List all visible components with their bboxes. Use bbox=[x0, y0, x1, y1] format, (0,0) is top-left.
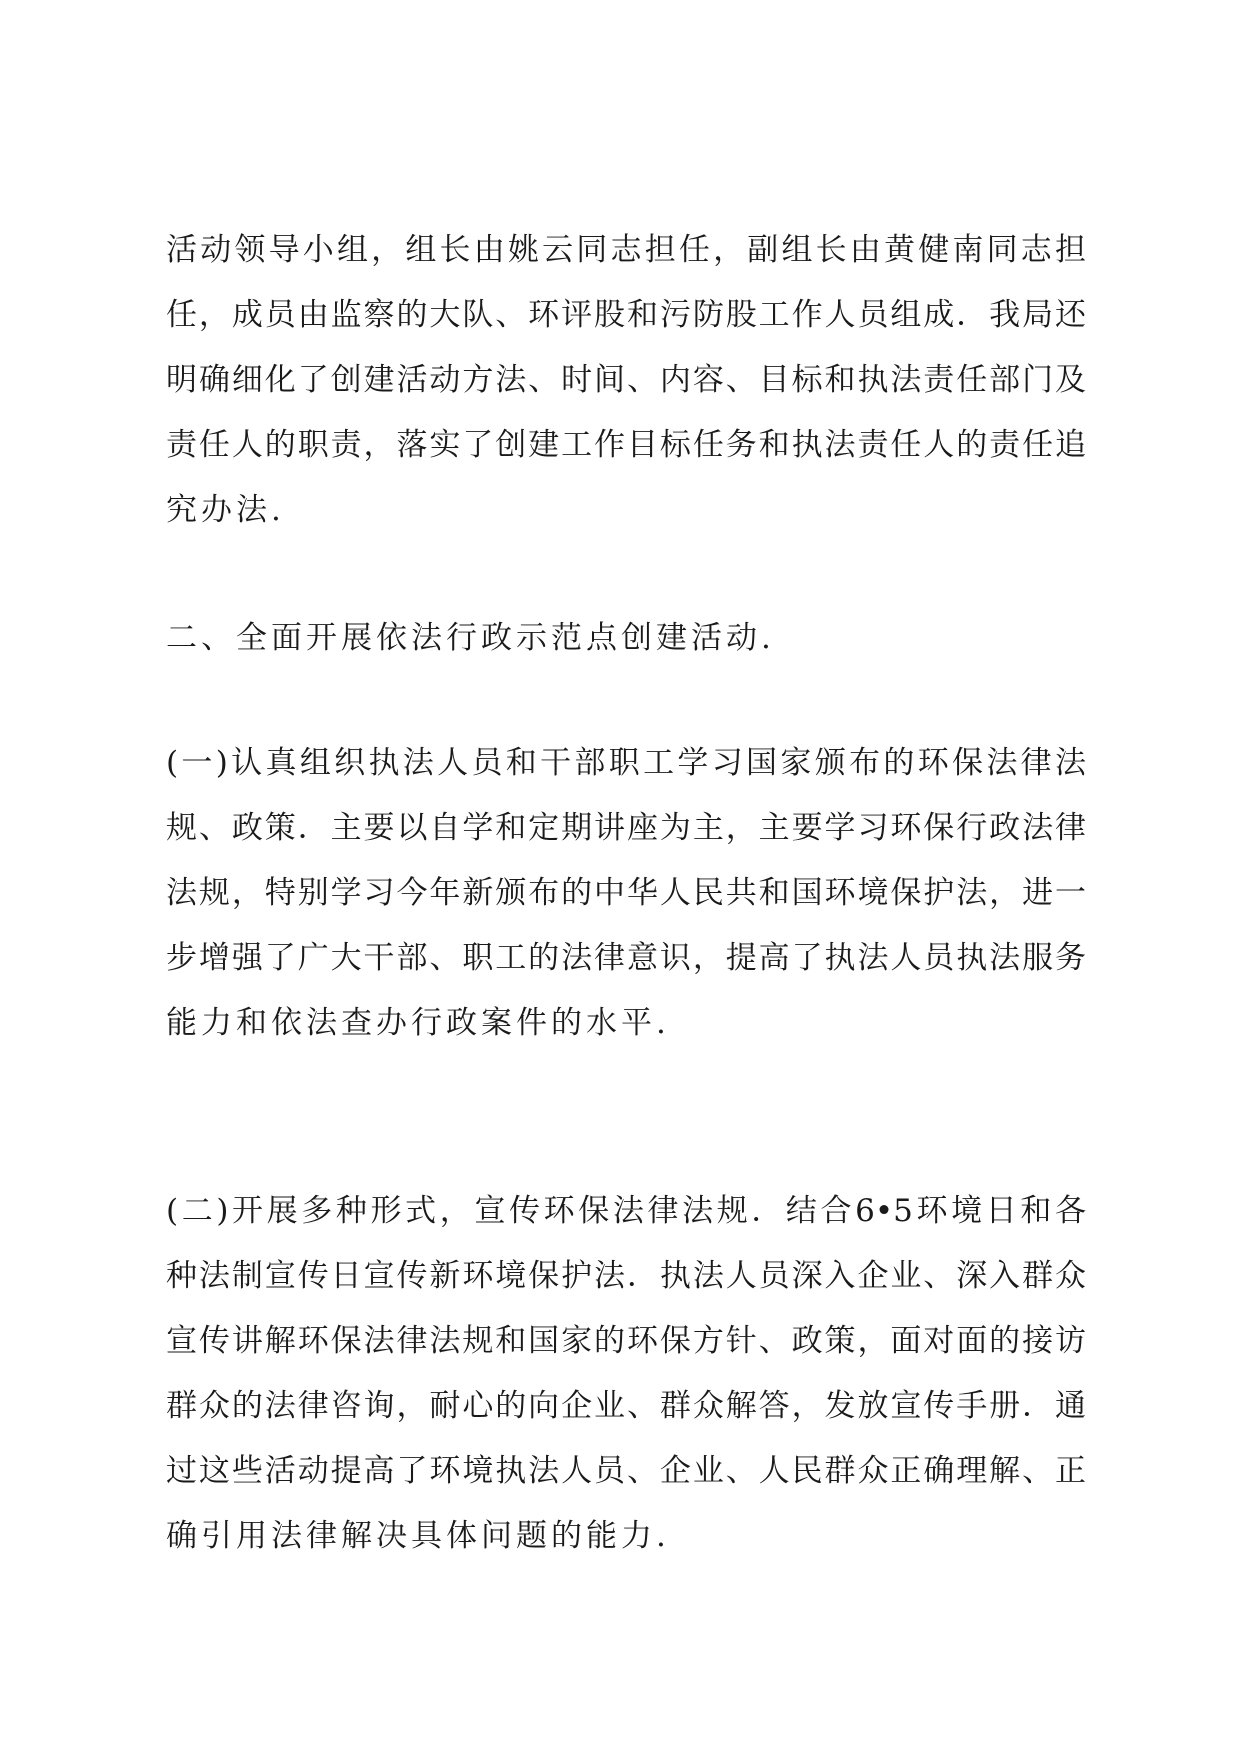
text-line: 步增强了广大干部、职工的法律意识，提高了执法人员执法服务 bbox=[166, 940, 1086, 976]
text-line: (一)认真组织执法人员和干部职工学习国家颁布的环保法律法 bbox=[166, 745, 1086, 781]
text-line: 规、政策．主要以自学和定期讲座为主，主要学习环保行政法律 bbox=[166, 810, 1086, 846]
text-line: 明确细化了创建活动方法、时间、内容、目标和执法责任部门及 bbox=[166, 362, 1086, 398]
text-line: 法规，特别学习今年新颁布的中华人民共和国环境保护法，进一 bbox=[166, 875, 1086, 911]
text-line: 能力和依法查办行政案件的水平. bbox=[166, 1005, 670, 1041]
text-line: 活动领导小组，组长由姚云同志担任，副组长由黄健南同志担 bbox=[166, 232, 1086, 268]
text-line: 宣传讲解环保法律法规和国家的环保方针、政策，面对面的接访 bbox=[166, 1323, 1086, 1359]
section-heading bbox=[166, 606, 1086, 671]
text-line: 任，成员由监察的大队、环评股和污防股工作人员组成．我局还 bbox=[166, 297, 1086, 333]
paragraph-item-two bbox=[166, 1179, 1086, 1569]
text-line: 责任人的职责，落实了创建工作目标任务和执法责任人的责任追 bbox=[166, 427, 1086, 463]
text-line: 群众的法律咨询，耐心的向企业、群众解答，发放宣传手册．通 bbox=[166, 1388, 1086, 1424]
text-line: 究办法. bbox=[166, 492, 285, 528]
text-line: 确引用法律解决具体问题的能力. bbox=[166, 1518, 670, 1554]
heading-text: 二、全面开展依法行政示范点创建活动. bbox=[166, 620, 775, 656]
paragraph-item-one bbox=[166, 731, 1086, 1056]
text-line: 种法制宣传日宣传新环境保护法．执法人员深入企业、深入群众 bbox=[166, 1258, 1086, 1294]
text-line: (二)开展多种形式，宣传环保法律法规．结合6•5环境日和各 bbox=[166, 1193, 1086, 1229]
paragraph-leadership-group bbox=[166, 218, 1086, 543]
text-line: 过这些活动提高了环境执法人员、企业、人民群众正确理解、正 bbox=[166, 1453, 1086, 1489]
